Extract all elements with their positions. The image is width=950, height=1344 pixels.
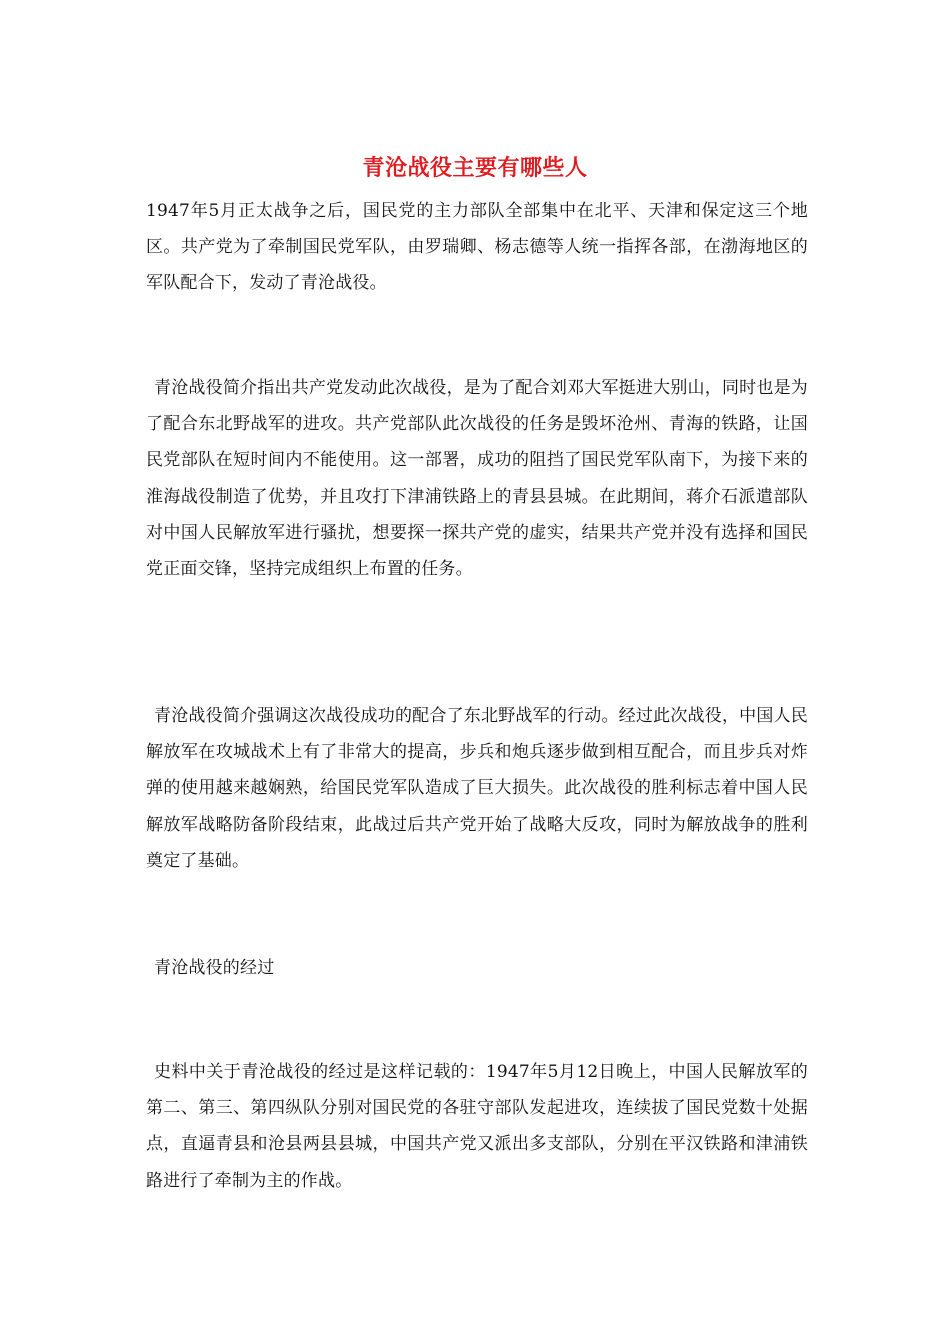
paragraph-purpose: 青沧战役简介指出共产党发动此次战役，是为了配合刘邓大军挺进大别山，同时也是为了配合东北野战军的进攻。共产党部队此次战役的任务是毁坏沧州、青海的铁路，让国民党部队在短时间内不能使用。这一部署，成功的阻挡了国民党军队南下，为接下来的淮海战役制造了优势，并且攻打下津浦铁路上的青县县城。在此期间，蒋介石派遣部队对中国人民解放军进行骚扰，想要探一探共产党的虚实，结果共产党并没有选择和国民党正面交锋，坚持完成组织上布置的任务。 bbox=[146, 378, 808, 580]
document-title: 青沧战役主要有哪些人 bbox=[362, 155, 588, 181]
paragraph-course: 史料中关于青沧战役的经过是这样记载的：1947年5月12日晚上，中国人民解放军的第二、第三、第四纵队分别对国民党的各驻守部队发起进攻，连续拔了国民党数十处据点，直逼青县和沧县两县县城，中国共产党又派出多支部队，分别在平汉铁路和津浦铁路进行了牵制为主的作战。 bbox=[146, 1062, 808, 1191]
paragraph-intro: 1947年5月正太战争之后，国民党的主力部队全部集中在北平、天津和保定这三个地区。共产党为了牵制国民党军队，由罗瑞卿、杨志德等人统一指挥各部，在渤海地区的军队配合下，发动了青沧战役。 bbox=[146, 201, 808, 294]
section-heading-course: 青沧战役的经过 bbox=[154, 958, 275, 978]
paragraph-significance: 青沧战役简介强调这次战役成功的配合了东北野战军的行动。经过此次战役，中国人民解放军在攻城战术上有了非常大的提高，步兵和炮兵逐步做到相互配合，而且步兵对炸弹的使用越来越娴熟，给国民党军队造成了巨大损失。此次战役的胜利标志着中国人民解放军战略防备阶段结束，此战过后共产党开始了战略大反攻，同时为解放战争的胜利奠定了基础。 bbox=[146, 706, 808, 871]
